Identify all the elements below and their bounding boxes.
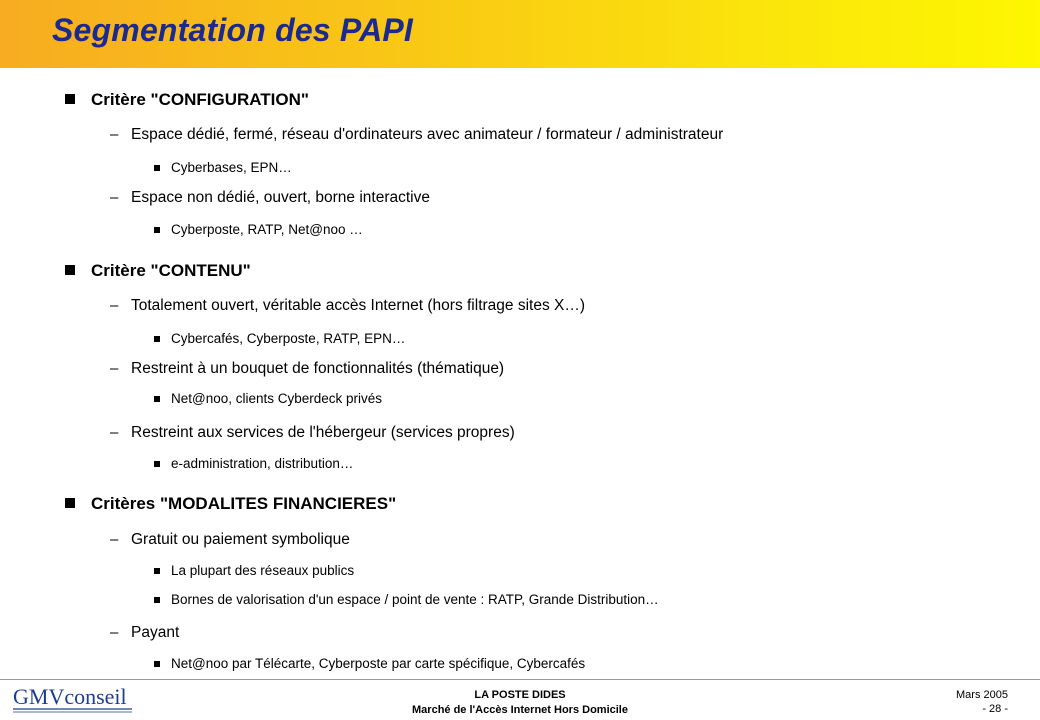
footer-subtitle: Marché de l'Accès Internet Hors Domicile — [412, 704, 628, 716]
small-square-bullet-icon — [154, 396, 160, 402]
footer-org: LA POSTE DIDES — [474, 689, 566, 701]
list-item — [110, 531, 350, 549]
dash-bullet-icon: – — [110, 531, 119, 548]
sub-list-item-text: Bornes de valorisation d'un espace / point de vente : RATP, Grande Distribution… — [171, 592, 659, 607]
list-item-text: Espace non dédié, ouvert, borne interactive — [131, 189, 430, 206]
small-square-bullet-icon — [154, 661, 160, 667]
list-item-text: Espace dédié, fermé, réseau d'ordinateurs avec animateur / formateur / administrateur — [131, 126, 724, 143]
small-square-bullet-icon — [154, 597, 160, 603]
sub-list-item-text: Cyberbases, EPN… — [171, 160, 292, 175]
list-item-text: Restreint à un bouquet de fonctionnalités (thématique) — [131, 360, 505, 377]
square-bullet-icon — [65, 94, 75, 104]
logo-wordmark: GMVconseil — [13, 684, 127, 709]
sub-list-item — [171, 592, 659, 607]
list-item-text: Totalement ouvert, véritable accès Internet (hors filtrage sites X…) — [131, 297, 586, 314]
sub-list-item — [171, 656, 585, 671]
footer-divider — [0, 679, 1040, 680]
section-heading-contenu — [91, 261, 251, 281]
sub-list-item — [171, 456, 353, 471]
sub-list-item — [171, 222, 363, 237]
page-number: - 28 - — [982, 703, 1008, 715]
dash-bullet-icon: – — [110, 189, 119, 206]
sub-list-item-text: Net@noo par Télécarte, Cyberposte par carte spécifique, Cybercafés — [171, 656, 586, 671]
dash-bullet-icon: – — [110, 424, 119, 441]
section-heading-configuration — [91, 90, 309, 110]
sub-list-item-text: Cybercafés, Cyberposte, RATP, EPN… — [171, 331, 406, 346]
dash-bullet-icon: – — [110, 126, 119, 143]
section-heading-modalites-financieres — [91, 494, 396, 514]
gmv-conseil-logo — [12, 682, 134, 716]
sub-list-item-text: Net@noo, clients Cyberdeck privés — [171, 391, 383, 406]
footer-date: Mars 2005 — [956, 689, 1008, 701]
sub-list-item-text: Cyberposte, RATP, Net@noo … — [171, 222, 363, 237]
sub-list-item — [171, 391, 382, 406]
list-item — [110, 424, 515, 442]
dash-bullet-icon: – — [110, 360, 119, 377]
list-item — [110, 189, 430, 207]
square-bullet-icon — [65, 498, 75, 508]
small-square-bullet-icon — [154, 568, 160, 574]
small-square-bullet-icon — [154, 227, 160, 233]
small-square-bullet-icon — [154, 336, 160, 342]
list-item-text: Restreint aux services de l'hébergeur (services propres) — [131, 424, 515, 441]
footer-center — [300, 688, 740, 718]
list-item — [110, 624, 180, 642]
list-item-text: Gratuit ou paiement symbolique — [131, 531, 350, 548]
sub-list-item — [171, 563, 354, 578]
sub-list-item — [171, 331, 405, 346]
sub-list-item — [171, 160, 292, 175]
list-item-text: Payant — [131, 624, 180, 641]
dash-bullet-icon: – — [110, 297, 119, 314]
small-square-bullet-icon — [154, 165, 160, 171]
slide-title: Segmentation des PAPI — [52, 12, 414, 48]
list-item — [110, 126, 724, 144]
list-item — [110, 297, 586, 315]
square-bullet-icon — [65, 265, 75, 275]
footer-right — [956, 688, 1008, 716]
sub-list-item-text: e-administration, distribution… — [171, 456, 354, 471]
section-heading-text: Critère "CONTENU" — [91, 261, 251, 280]
list-item — [110, 360, 505, 378]
section-heading-text: Critère "CONFIGURATION" — [91, 90, 309, 109]
small-square-bullet-icon — [154, 461, 160, 467]
dash-bullet-icon: – — [110, 624, 119, 641]
section-heading-text: Critères "MODALITES FINANCIERES" — [91, 494, 397, 513]
sub-list-item-text: La plupart des réseaux publics — [171, 563, 355, 578]
